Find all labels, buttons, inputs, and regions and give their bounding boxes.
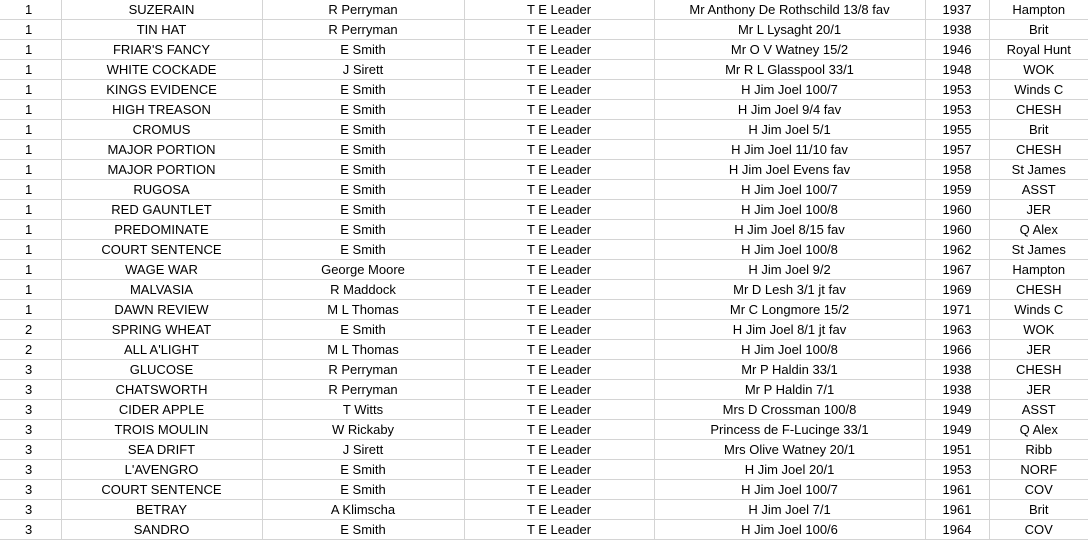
horse-cell[interactable]: RED GAUNTLET: [61, 200, 262, 220]
jockey-cell[interactable]: M L Thomas: [262, 300, 464, 320]
position-cell[interactable]: 1: [0, 300, 61, 320]
position-cell[interactable]: 1: [0, 180, 61, 200]
owner-odds-cell[interactable]: Mr D Lesh 3/1 jt fav: [654, 280, 925, 300]
position-cell[interactable]: 3: [0, 420, 61, 440]
jockey-cell[interactable]: E Smith: [262, 40, 464, 60]
horse-cell[interactable]: GLUCOSE: [61, 360, 262, 380]
horse-cell[interactable]: TIN HAT: [61, 20, 262, 40]
year-cell[interactable]: 1964: [925, 520, 989, 540]
year-cell[interactable]: 1946: [925, 40, 989, 60]
table-row: [0, 220, 1088, 240]
table-row: [0, 40, 1088, 60]
owner-odds-cell[interactable]: Mr R L Glasspool 33/1: [654, 60, 925, 80]
trainer-cell[interactable]: T E Leader: [464, 20, 654, 40]
year-cell[interactable]: 1949: [925, 420, 989, 440]
year-cell[interactable]: 1948: [925, 60, 989, 80]
jockey-cell[interactable]: R Perryman: [262, 380, 464, 400]
race-cell[interactable]: CHESH: [989, 140, 1088, 160]
race-cell[interactable]: JER: [989, 380, 1088, 400]
race-cell[interactable]: Royal Hunt: [989, 40, 1088, 60]
race-cell[interactable]: CHESH: [989, 100, 1088, 120]
position-cell[interactable]: 1: [0, 60, 61, 80]
table-row: [0, 360, 1088, 380]
jockey-cell[interactable]: R Maddock: [262, 280, 464, 300]
position-cell[interactable]: 1: [0, 0, 61, 20]
position-cell[interactable]: 3: [0, 400, 61, 420]
year-cell[interactable]: 1957: [925, 140, 989, 160]
race-cell[interactable]: COV: [989, 520, 1088, 540]
position-cell[interactable]: 3: [0, 360, 61, 380]
trainer-cell[interactable]: T E Leader: [464, 220, 654, 240]
position-cell[interactable]: 1: [0, 20, 61, 40]
race-cell[interactable]: Brit: [989, 500, 1088, 520]
horse-cell[interactable]: SEA DRIFT: [61, 440, 262, 460]
jockey-cell[interactable]: E Smith: [262, 100, 464, 120]
position-cell[interactable]: 1: [0, 220, 61, 240]
table-row: [0, 20, 1088, 40]
position-cell[interactable]: 2: [0, 320, 61, 340]
race-cell[interactable]: Q Alex: [989, 420, 1088, 440]
trainer-cell[interactable]: T E Leader: [464, 140, 654, 160]
jockey-cell[interactable]: M L Thomas: [262, 340, 464, 360]
table-row: [0, 120, 1088, 140]
jockey-cell[interactable]: A Klimscha: [262, 500, 464, 520]
owner-odds-cell[interactable]: H Jim Joel 100/6: [654, 520, 925, 540]
horse-cell[interactable]: DAWN REVIEW: [61, 300, 262, 320]
trainer-cell[interactable]: T E Leader: [464, 340, 654, 360]
horse-cell[interactable]: HIGH TREASON: [61, 100, 262, 120]
owner-odds-cell[interactable]: H Jim Joel 100/7: [654, 480, 925, 500]
race-cell[interactable]: Brit: [989, 20, 1088, 40]
trainer-cell[interactable]: T E Leader: [464, 460, 654, 480]
year-cell[interactable]: 1958: [925, 160, 989, 180]
horse-cell[interactable]: BETRAY: [61, 500, 262, 520]
year-cell[interactable]: 1962: [925, 240, 989, 260]
owner-odds-cell[interactable]: H Jim Joel 8/15 fav: [654, 220, 925, 240]
race-cell[interactable]: JER: [989, 340, 1088, 360]
race-cell[interactable]: Winds C: [989, 300, 1088, 320]
position-cell[interactable]: 1: [0, 240, 61, 260]
jockey-cell[interactable]: George Moore: [262, 260, 464, 280]
race-cell[interactable]: NORF: [989, 460, 1088, 480]
horse-cell[interactable]: SANDRO: [61, 520, 262, 540]
table-row: [0, 520, 1088, 540]
trainer-cell[interactable]: T E Leader: [464, 240, 654, 260]
position-cell[interactable]: 1: [0, 140, 61, 160]
table-row: [0, 300, 1088, 320]
horse-cell[interactable]: PREDOMINATE: [61, 220, 262, 240]
table-row: [0, 100, 1088, 120]
year-cell[interactable]: 1953: [925, 80, 989, 100]
position-cell[interactable]: 1: [0, 160, 61, 180]
race-cell[interactable]: WOK: [989, 60, 1088, 80]
owner-odds-cell[interactable]: H Jim Joel 8/1 jt fav: [654, 320, 925, 340]
table-row: [0, 200, 1088, 220]
jockey-cell[interactable]: R Perryman: [262, 20, 464, 40]
race-cell[interactable]: ASST: [989, 180, 1088, 200]
trainer-cell[interactable]: T E Leader: [464, 360, 654, 380]
owner-odds-cell[interactable]: H Jim Joel 100/7: [654, 80, 925, 100]
jockey-cell[interactable]: E Smith: [262, 200, 464, 220]
table-row: [0, 480, 1088, 500]
owner-odds-cell[interactable]: Mrs Olive Watney 20/1: [654, 440, 925, 460]
table-row: [0, 400, 1088, 420]
jockey-cell[interactable]: E Smith: [262, 520, 464, 540]
jockey-cell[interactable]: E Smith: [262, 120, 464, 140]
position-cell[interactable]: 3: [0, 440, 61, 460]
race-cell[interactable]: Winds C: [989, 80, 1088, 100]
table-row: [0, 140, 1088, 160]
horse-cell[interactable]: CHATSWORTH: [61, 380, 262, 400]
jockey-cell[interactable]: E Smith: [262, 80, 464, 100]
jockey-cell[interactable]: W Rickaby: [262, 420, 464, 440]
race-cell[interactable]: Hampton: [989, 260, 1088, 280]
owner-odds-cell[interactable]: H Jim Joel 7/1: [654, 500, 925, 520]
year-cell[interactable]: 1963: [925, 320, 989, 340]
position-cell[interactable]: 3: [0, 460, 61, 480]
jockey-cell[interactable]: E Smith: [262, 220, 464, 240]
trainer-cell[interactable]: T E Leader: [464, 80, 654, 100]
year-cell[interactable]: 1955: [925, 120, 989, 140]
trainer-cell[interactable]: T E Leader: [464, 180, 654, 200]
year-cell[interactable]: 1961: [925, 480, 989, 500]
owner-odds-cell[interactable]: Mr Anthony De Rothschild 13/8 fav: [654, 0, 925, 20]
table-row: [0, 340, 1088, 360]
year-cell[interactable]: 1960: [925, 220, 989, 240]
jockey-cell[interactable]: T Witts: [262, 400, 464, 420]
year-cell[interactable]: 1969: [925, 280, 989, 300]
jockey-cell[interactable]: E Smith: [262, 320, 464, 340]
position-cell[interactable]: 2: [0, 340, 61, 360]
position-cell[interactable]: 1: [0, 260, 61, 280]
owner-odds-cell[interactable]: Princess de F-Lucinge 33/1: [654, 420, 925, 440]
jockey-cell[interactable]: J Sirett: [262, 60, 464, 80]
owner-odds-cell[interactable]: H Jim Joel 100/8: [654, 240, 925, 260]
trainer-cell[interactable]: T E Leader: [464, 300, 654, 320]
jockey-cell[interactable]: E Smith: [262, 140, 464, 160]
horse-cell[interactable]: CROMUS: [61, 120, 262, 140]
jockey-cell[interactable]: R Perryman: [262, 0, 464, 20]
trainer-cell[interactable]: T E Leader: [464, 500, 654, 520]
year-cell[interactable]: 1960: [925, 200, 989, 220]
race-cell[interactable]: CHESH: [989, 360, 1088, 380]
year-cell[interactable]: 1953: [925, 100, 989, 120]
horse-cell[interactable]: FRIAR'S FANCY: [61, 40, 262, 60]
race-cell[interactable]: St James: [989, 240, 1088, 260]
position-cell[interactable]: 3: [0, 480, 61, 500]
year-cell[interactable]: 1959: [925, 180, 989, 200]
year-cell[interactable]: 1971: [925, 300, 989, 320]
jockey-cell[interactable]: E Smith: [262, 460, 464, 480]
race-cell[interactable]: JER: [989, 200, 1088, 220]
owner-odds-cell[interactable]: H Jim Joel Evens fav: [654, 160, 925, 180]
trainer-cell[interactable]: T E Leader: [464, 100, 654, 120]
owner-odds-cell[interactable]: Mr P Haldin 7/1: [654, 380, 925, 400]
table-row: [0, 0, 1088, 20]
owner-odds-cell[interactable]: Mr O V Watney 15/2: [654, 40, 925, 60]
horse-cell[interactable]: WAGE WAR: [61, 260, 262, 280]
horse-cell[interactable]: RUGOSA: [61, 180, 262, 200]
year-cell[interactable]: 1966: [925, 340, 989, 360]
owner-odds-cell[interactable]: Mr P Haldin 33/1: [654, 360, 925, 380]
owner-odds-cell[interactable]: H Jim Joel 100/8: [654, 200, 925, 220]
trainer-cell[interactable]: T E Leader: [464, 40, 654, 60]
table-row: [0, 420, 1088, 440]
race-cell[interactable]: Ribb: [989, 440, 1088, 460]
horse-cell[interactable]: CIDER APPLE: [61, 400, 262, 420]
table-row: [0, 160, 1088, 180]
year-cell[interactable]: 1938: [925, 360, 989, 380]
trainer-cell[interactable]: T E Leader: [464, 200, 654, 220]
position-cell[interactable]: 1: [0, 80, 61, 100]
race-cell[interactable]: Hampton: [989, 0, 1088, 20]
position-cell[interactable]: 1: [0, 40, 61, 60]
owner-odds-cell[interactable]: H Jim Joel 9/2: [654, 260, 925, 280]
trainer-cell[interactable]: T E Leader: [464, 480, 654, 500]
trainer-cell[interactable]: T E Leader: [464, 400, 654, 420]
table-row: [0, 80, 1088, 100]
horse-cell[interactable]: COURT SENTENCE: [61, 480, 262, 500]
trainer-cell[interactable]: T E Leader: [464, 280, 654, 300]
table-row: [0, 60, 1088, 80]
trainer-cell[interactable]: T E Leader: [464, 520, 654, 540]
horse-cell[interactable]: ALL A'LIGHT: [61, 340, 262, 360]
trainer-cell[interactable]: T E Leader: [464, 60, 654, 80]
jockey-cell[interactable]: R Perryman: [262, 360, 464, 380]
year-cell[interactable]: 1953: [925, 460, 989, 480]
position-cell[interactable]: 1: [0, 100, 61, 120]
trainer-cell[interactable]: T E Leader: [464, 320, 654, 340]
race-cell[interactable]: COV: [989, 480, 1088, 500]
trainer-cell[interactable]: T E Leader: [464, 380, 654, 400]
trainer-cell[interactable]: T E Leader: [464, 440, 654, 460]
owner-odds-cell[interactable]: Mr C Longmore 15/2: [654, 300, 925, 320]
year-cell[interactable]: 1949: [925, 400, 989, 420]
race-cell[interactable]: ASST: [989, 400, 1088, 420]
trainer-cell[interactable]: T E Leader: [464, 160, 654, 180]
table-row: [0, 180, 1088, 200]
position-cell[interactable]: 3: [0, 520, 61, 540]
owner-odds-cell[interactable]: H Jim Joel 100/8: [654, 340, 925, 360]
owner-odds-cell[interactable]: H Jim Joel 20/1: [654, 460, 925, 480]
position-cell[interactable]: 1: [0, 200, 61, 220]
race-cell[interactable]: WOK: [989, 320, 1088, 340]
jockey-cell[interactable]: E Smith: [262, 480, 464, 500]
race-cell[interactable]: CHESH: [989, 280, 1088, 300]
year-cell[interactable]: 1961: [925, 500, 989, 520]
race-cell[interactable]: Brit: [989, 120, 1088, 140]
trainer-cell[interactable]: T E Leader: [464, 420, 654, 440]
owner-odds-cell[interactable]: H Jim Joel 11/10 fav: [654, 140, 925, 160]
position-cell[interactable]: 3: [0, 380, 61, 400]
year-cell[interactable]: 1967: [925, 260, 989, 280]
horse-cell[interactable]: SUZERAIN: [61, 0, 262, 20]
table-row: [0, 380, 1088, 400]
owner-odds-cell[interactable]: Mrs D Crossman 100/8: [654, 400, 925, 420]
race-cell[interactable]: St James: [989, 160, 1088, 180]
table-row: [0, 440, 1088, 460]
owner-odds-cell[interactable]: H Jim Joel 5/1: [654, 120, 925, 140]
year-cell[interactable]: 1951: [925, 440, 989, 460]
horse-cell[interactable]: COURT SENTENCE: [61, 240, 262, 260]
jockey-cell[interactable]: E Smith: [262, 180, 464, 200]
horse-cell[interactable]: MALVASIA: [61, 280, 262, 300]
table-row: [0, 460, 1088, 480]
horse-cell[interactable]: TROIS MOULIN: [61, 420, 262, 440]
year-cell[interactable]: 1938: [925, 20, 989, 40]
year-cell[interactable]: 1937: [925, 0, 989, 20]
race-cell[interactable]: Q Alex: [989, 220, 1088, 240]
horse-cell[interactable]: KINGS EVIDENCE: [61, 80, 262, 100]
owner-odds-cell[interactable]: H Jim Joel 9/4 fav: [654, 100, 925, 120]
horse-cell[interactable]: WHITE COCKADE: [61, 60, 262, 80]
jockey-cell[interactable]: J Sirett: [262, 440, 464, 460]
table-row: [0, 320, 1088, 340]
owner-odds-cell[interactable]: Mr L Lysaght 20/1: [654, 20, 925, 40]
horse-cell[interactable]: SPRING WHEAT: [61, 320, 262, 340]
position-cell[interactable]: 1: [0, 280, 61, 300]
table-row: [0, 240, 1088, 260]
jockey-cell[interactable]: E Smith: [262, 240, 464, 260]
year-cell[interactable]: 1938: [925, 380, 989, 400]
horse-cell[interactable]: L'AVENGRO: [61, 460, 262, 480]
position-cell[interactable]: 3: [0, 500, 61, 520]
table-row: [0, 260, 1088, 280]
owner-odds-cell[interactable]: H Jim Joel 100/7: [654, 180, 925, 200]
jockey-cell[interactable]: E Smith: [262, 160, 464, 180]
horse-cell[interactable]: MAJOR PORTION: [61, 140, 262, 160]
trainer-cell[interactable]: T E Leader: [464, 0, 654, 20]
position-cell[interactable]: 1: [0, 120, 61, 140]
table-row: [0, 280, 1088, 300]
trainer-cell[interactable]: T E Leader: [464, 120, 654, 140]
table-row: [0, 500, 1088, 520]
trainer-cell[interactable]: T E Leader: [464, 260, 654, 280]
horse-cell[interactable]: MAJOR PORTION: [61, 160, 262, 180]
